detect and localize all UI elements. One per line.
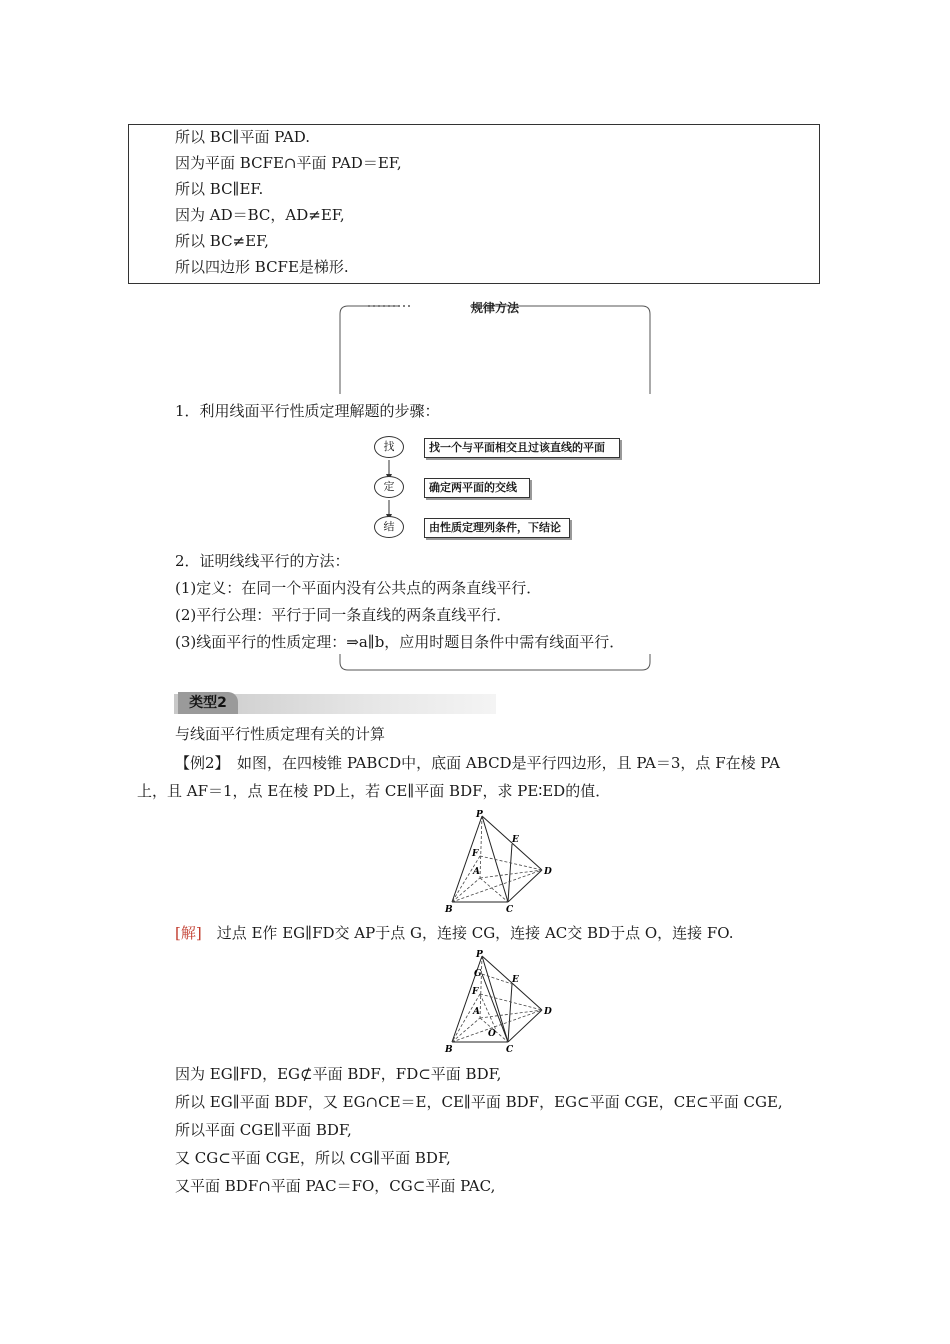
flow-step-find: 找 bbox=[374, 436, 404, 458]
flow-step-determine: 定 bbox=[374, 476, 404, 498]
fig1-label-e: E bbox=[512, 835, 519, 845]
fig1-label-p: P bbox=[476, 810, 483, 820]
method-item-1: 1．利用线面平行性质定理解题的步骤： bbox=[175, 402, 440, 420]
flow-step-conclude: 结 bbox=[374, 516, 404, 538]
fig1-label-d: D bbox=[544, 867, 552, 877]
fig2-label-a: A bbox=[473, 1007, 480, 1017]
fig1-label-f: F bbox=[472, 849, 479, 859]
fig2-label-d: D bbox=[544, 1007, 552, 1017]
method-sub-2: (2)平行公理：平行于同一条直线的两条直线平行． bbox=[175, 606, 512, 624]
flow-text-conclude: 由性质定理列条件，下结论 bbox=[424, 518, 570, 538]
fig2-label-p: P bbox=[476, 950, 483, 960]
fig1-label-c: C bbox=[506, 905, 514, 915]
solution-line-2: 所以 EG∥平面 BDF，又 EG∩CE＝E，CE∥平面 BDF，EG⊂平面 CGE，CE⊂平面 CGE, bbox=[175, 1093, 783, 1111]
fig1-label-a: A bbox=[473, 867, 480, 877]
type-title: 与线面平行性质定理有关的计算 bbox=[175, 725, 386, 743]
fig2-label-g: G bbox=[474, 969, 482, 979]
fig1-label-b: B bbox=[445, 905, 453, 915]
proof-line-5: 所以 BC≠EF, bbox=[175, 232, 269, 250]
method-frame-bottom bbox=[338, 654, 652, 678]
proof-line-1: 所以 BC∥平面 PAD. bbox=[175, 128, 311, 146]
fig2-label-f: F bbox=[472, 987, 479, 997]
fig2-label-c: C bbox=[506, 1045, 514, 1055]
flow-text-determine: 确定两平面的交线 bbox=[424, 478, 530, 498]
method-title: 规律方法 bbox=[470, 301, 519, 315]
fig2-label-b: B bbox=[445, 1045, 453, 1055]
method-item-2: 2．证明线线平行的方法： bbox=[175, 552, 350, 570]
solution-line-3: 所以平面 CGE∥平面 BDF, bbox=[175, 1121, 352, 1139]
type-tag: 类型2 bbox=[178, 692, 238, 714]
method-sub-3: (3)线面平行的性质定理：⇒a∥b，应用时题目条件中需有线面平行． bbox=[175, 633, 625, 651]
fig2-label-o: O bbox=[488, 1029, 496, 1039]
proof-line-3: 所以 BC∥EF. bbox=[175, 180, 264, 198]
example-line-1: 【例2】 如图，在四棱锥 PABCD中，底面 ABCD是平行四边形，且 PA＝3，点 F在棱 PA bbox=[175, 754, 780, 772]
example-line-2: 上，且 AF＝1，点 E在棱 PD上，若 CE∥平面 BDF，求 PE∶ED的值． bbox=[137, 782, 611, 800]
pyramid-figure-2 bbox=[436, 950, 560, 1060]
solution-tag: [解] bbox=[175, 924, 202, 942]
solution-line-5: 又平面 BDF∩平面 PAC＝FO，CG⊂平面 PAC, bbox=[175, 1177, 496, 1195]
flow-text-find: 找一个与平面相交且过该直线的平面 bbox=[424, 438, 620, 458]
proof-line-4: 因为 AD＝BC，AD≠EF, bbox=[175, 206, 345, 224]
solution-first-line bbox=[175, 922, 734, 944]
method-sub-1: (1)定义：在同一个平面内没有公共点的两条直线平行． bbox=[175, 579, 542, 597]
proof-line-6: 所以四边形 BCFE是梯形. bbox=[175, 258, 349, 276]
solution-line-4: 又 CG⊂平面 CGE，所以 CG∥平面 BDF, bbox=[175, 1149, 451, 1167]
solution-first-text: 过点 E作 EG∥FD交 AP于点 G，连接 CG，连接 AC交 BD于点 O，连接 FO. bbox=[201, 924, 734, 942]
proof-line-2: 因为平面 BCFE∩平面 PAD＝EF, bbox=[175, 154, 402, 172]
method-frame bbox=[338, 298, 652, 394]
pyramid-figure-1 bbox=[436, 808, 560, 918]
fig2-label-e: E bbox=[512, 975, 519, 985]
solution-line-1: 因为 EG∥FD，EG⊄平面 BDF，FD⊂平面 BDF, bbox=[175, 1065, 502, 1083]
